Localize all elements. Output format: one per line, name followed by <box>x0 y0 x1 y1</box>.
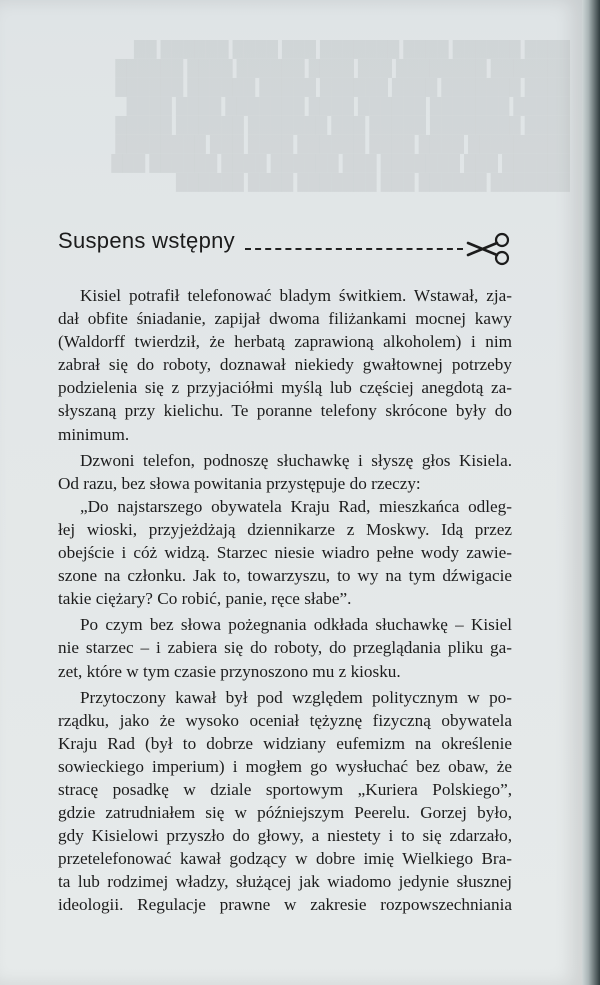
text-line: zabrał się do roboty, doznawał niekiedy gwałtownej potrzeby <box>58 355 512 375</box>
text-line: obejście i cóż widzą. Starzec niesie wiadro pełne wody zawie- <box>58 543 512 563</box>
text-line: takie ciężary? Co robić, panie, ręce słabe”. <box>58 589 352 609</box>
text-line: sowieckiego imperium) i mogłem go wysłuchać bez obaw, że <box>58 756 512 776</box>
text-line: słyszaną przy kielichu. Te poranne telefony skrócone były do <box>58 401 512 421</box>
text-line: rządku, jako że wysoko oceniał tężyznę fizyczną obywatela <box>58 710 512 730</box>
heading-dashed-rule <box>245 248 463 250</box>
text-line: Dzwoni telefon, podnoszę słuchawkę i słyszę głos Kisiela. <box>80 450 512 470</box>
text-line: przetelefonować kawał godzący w dobre imię Wielkiego Bra- <box>58 849 512 869</box>
bleed-through-text: ████ ██████ ████ ███████ ███ ████ ██████ ██ ███████ ████████ ███ ████ ██████ ████ ██████ ████ ███████ ████ ██████ █████ ██████ ██████ █████ ███████ ██████ ████ ███████ ████ ████ ████ ████████ █████ ███ ███████ ██████ █████ █████████ ████ ████ ██████ ████ ███ ████████ ██████ ███ ███████ ███ ██████ ████ ██████ ███ ███████ ██████ ███ ███████ ████ ██████ <box>111 41 570 191</box>
paragraph-1 <box>58 284 512 446</box>
text-line: podzielenia się z przyjaciółmi myślą lub częściej anegdotą za- <box>58 378 512 398</box>
scissors-icon <box>465 232 511 266</box>
text-line: Od razu, bez słowa powitania przystępuje do rzeczy: <box>58 473 421 493</box>
text-line: Przytoczony kawał był pod względem politycznym w po- <box>80 687 512 707</box>
text-line: szone na członku. Jak to, towarzyszu, to wy na tym dźwigacie <box>58 566 512 586</box>
text-line: dał obfite śniadanie, zapijał dwoma filiżankami mocnej kawy <box>58 309 512 329</box>
text-line: minimum. <box>58 424 130 444</box>
text-line: gdy Kisielowi przyszło do głowy, a niestety i to się zdarzało, <box>58 826 512 846</box>
text-line: ideologii. Regulacje prawne w zakresie rozpowszechniania <box>58 895 512 915</box>
text-line: stracę posadkę w dziale sportowym „Kuriera Polskiego”, <box>58 779 512 799</box>
paragraph-3 <box>58 613 512 682</box>
section-heading: Suspens wstępny <box>58 228 235 253</box>
page-edge <box>582 0 600 985</box>
paragraph-4 <box>58 686 512 917</box>
text-line: Kraju Rad (był to dobrze widziany eufemizm na określenie <box>58 733 512 753</box>
body-text <box>58 284 512 917</box>
text-line: „Do najstarszego obywatela Kraju Rad, mieszkańca odleg- <box>80 496 512 516</box>
text-line: łej wioski, przyjeżdżają dziennikarze z Moskwy. Idą przez <box>58 519 512 539</box>
text-line: zet, które w tym czasie przynoszono mu z kiosku. <box>58 661 401 681</box>
paragraph-2 <box>58 449 512 611</box>
text-line: ta lub rodzimej władzy, służącej jak wiadomo jedynie słusznej <box>58 872 512 892</box>
text-line: Po czym bez słowa pożegnania odkłada słuchawkę – Kisiel <box>80 615 512 635</box>
text-line: nie starzec – i zabiera się do roboty, do przeglądania pliku ga- <box>58 638 512 658</box>
text-line: (Waldorff twierdził, że herbatą zaprawioną alkoholem) i nim <box>58 332 512 352</box>
text-line: Kisiel potrafił telefonować bladym świtkiem. Wstawał, zja- <box>80 286 512 305</box>
text-line: gdzie zatrudniałem się w późniejszym Peerelu. Gorzej było, <box>58 803 512 823</box>
